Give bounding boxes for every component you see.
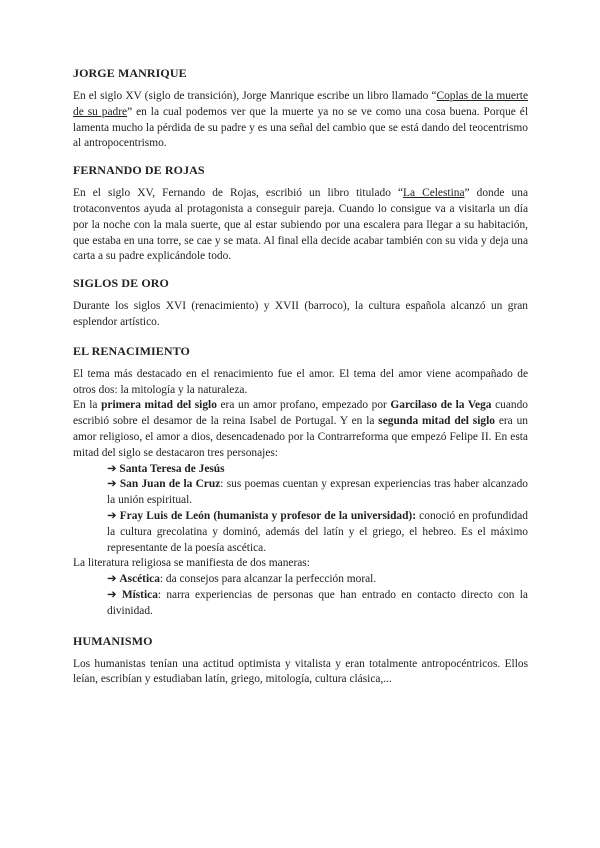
bold-mistica: Mística (121, 588, 158, 601)
list-item-mistica (73, 588, 528, 620)
paragraph-renacimiento-mitades (73, 398, 528, 461)
list-item-ascetica (73, 572, 528, 588)
list-item-santa-teresa (73, 462, 528, 478)
document-page (73, 66, 528, 699)
section-siglos-de-oro (73, 276, 528, 331)
text-span: En la (73, 399, 102, 412)
bold-fray-luis: Fray Luis de León (humanista y profesor de la universidad): (119, 509, 417, 522)
bold-ascetica: Ascética (119, 573, 160, 586)
paragraph-humanismo: Los humanistas tenían una actitud optimista y vitalista y eran totalmente antropocéntricos. Ellos leían, escribían y estudiaban latín, griego, mitología, cultura clásica,... (73, 657, 528, 686)
paragraph-siglos-de-oro: Durante los siglos XVI (renacimiento) y XVII (barroco), la cultura española alcanzó un gran esplendor artístico. (73, 300, 528, 328)
arrow-icon: ➔ (107, 573, 117, 586)
section-jorge-manrique (73, 66, 528, 152)
arrow-icon: ➔ (107, 588, 117, 601)
paragraph-fernando-de-rojas (73, 186, 528, 265)
text-span: cuando escribió sobre el desamor de la reina Isabel de Portugal. Y en la (73, 399, 528, 428)
text-span: ” en la cual podemos ver que la muerte ya no se ve como una cosa buena. Porque él lamenta mucho la pérdida de su padre y es una señal del cambio que se está dando del teocentrismo al antropocentrismo. (73, 105, 528, 150)
text-span: En el siglo XV, Fernando de Rojas, escribió un libro titulado “ (73, 187, 404, 200)
bold-santa-teresa: Santa Teresa de Jesús (119, 462, 225, 475)
section-fernando-de-rojas (73, 163, 528, 265)
link-la-celestina[interactable]: La Celestina (403, 187, 465, 200)
bold-primera-mitad: primera mitad del siglo (101, 399, 217, 412)
heading-siglos-de-oro: SIGLOS DE ORO (73, 276, 169, 291)
bold-garcilaso: Garcilaso de la Vega (390, 399, 492, 412)
heading-humanismo: HUMANISMO (73, 633, 153, 648)
heading-renacimiento: EL RENACIMIENTO (73, 343, 190, 358)
text-span: era un amor religioso, el amor a dios, desencadenado por la Contrarreforma que empezó Felipe II. En esta mitad del siglo se destacaron tres personajes: (73, 415, 528, 459)
bold-segunda-mitad: segunda mitad del siglo (378, 415, 495, 428)
paragraph-literatura-religiosa: La literatura religiosa se manifiesta de dos maneras: (73, 557, 310, 570)
paragraph-jorge-manrique (73, 89, 528, 152)
text-span: : da consejos para alcanzar la perfección moral. (159, 573, 377, 586)
heading-fernando-de-rojas: FERNANDO DE ROJAS (73, 163, 205, 178)
text-span: En el siglo XV (siglo de transición), Jorge Manrique escribe un libro llamado “ (73, 90, 437, 102)
paragraph-renacimiento-intro: El tema más destacado en el renacimiento fue el amor. El tema del amor viene acompañado de otros dos: la mitología y la naturaleza. (73, 367, 528, 396)
text-span: : narra experiencias de personas que han entrado en contacto directo con la divinidad. (107, 588, 528, 617)
text-span: conoció en profundidad la cultura grecolatina y dominó, además del latín y el griego, el hebreo. Es el máximo representante de la poesía ascética. (107, 509, 528, 554)
text-span: era un amor profano, empezado por (216, 399, 391, 412)
section-humanismo (73, 634, 528, 689)
heading-jorge-manrique: JORGE MANRIQUE (73, 66, 187, 80)
arrow-icon: ➔ (107, 509, 117, 522)
link-coplas[interactable]: Coplas de la muerte de su padre (73, 90, 529, 118)
list-item-san-juan (73, 477, 528, 509)
section-renacimiento (73, 344, 528, 620)
bold-san-juan: San Juan de la Cruz (119, 478, 221, 491)
arrow-icon: ➔ (107, 462, 117, 475)
text-span: ” donde una trotaconventos ayuda al protagonista a conseguir pareja. Cuando lo consigue va a visitarla un día por la noche con la mala suerte, que al estar subiendo por una escalera para llegar a su habitación, que estaba en una torre, se cae y se mata. Al final ella decide acabar también con su vida y deja una carta a su padre explicándole todo. (73, 187, 528, 263)
list-item-fray-luis (73, 509, 528, 556)
text-span: : sus poemas cuentan y expresan experiencias tras haber alcanzado la unión espiritual. (107, 478, 528, 507)
arrow-icon: ➔ (107, 478, 117, 491)
